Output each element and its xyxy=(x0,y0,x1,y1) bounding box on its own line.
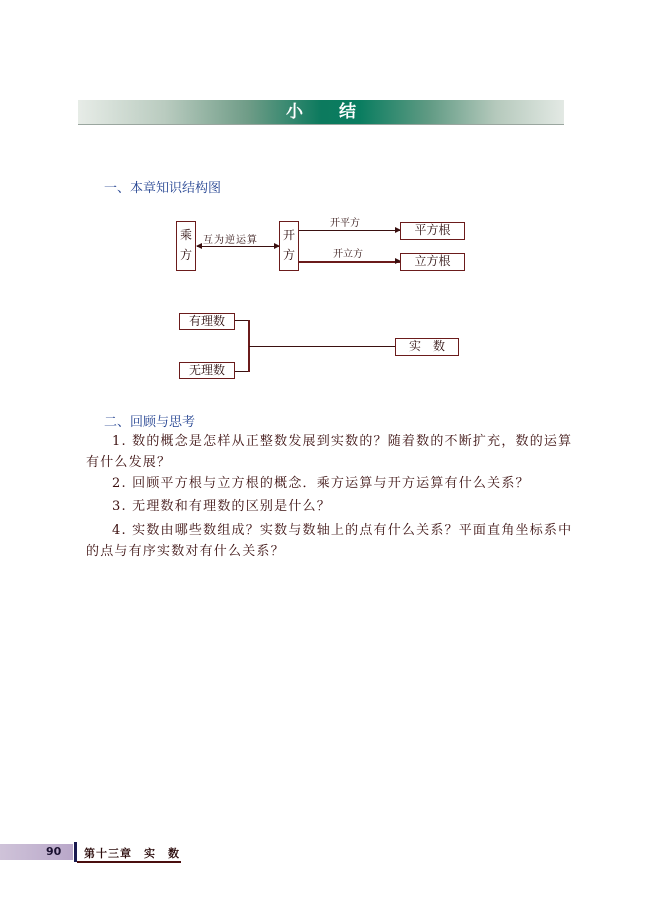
question-1 xyxy=(86,431,574,473)
box-root-char-2: 方 xyxy=(282,248,295,262)
summary-banner xyxy=(78,100,564,124)
section-heading-structure: 一、本章知识结构图 xyxy=(104,181,222,196)
arrow-label-square-root: 开平方 xyxy=(330,218,360,229)
question-4-text: 4. 实数由哪些数组成？实数与数轴上的点有什么关系？平面直角坐标系中的点与有序实数对有什么关系？ xyxy=(86,523,573,559)
box-square-root: 平方根 xyxy=(400,222,465,240)
relation-label: 互为逆运算 xyxy=(203,235,258,246)
arrow-to-square-root xyxy=(299,230,400,231)
question-3 xyxy=(86,496,574,517)
box-power xyxy=(176,221,196,271)
banner-title: 小结 xyxy=(286,102,392,122)
box-power-char-2: 方 xyxy=(179,248,192,262)
chapter-label: 第十三章 实 数 xyxy=(84,847,180,860)
box-irrational: 无理数 xyxy=(179,362,235,379)
page-number: 90 xyxy=(46,845,62,858)
box-rational: 有理数 xyxy=(179,313,235,330)
question-2-text: 2. 回顾平方根与立方根的概念．乘方运算与开方运算有什么关系？ xyxy=(112,476,530,491)
question-1-text: 1. 数的概念是怎样从正整数发展到实数的？随着数的不断扩充，数的运算有什么发展？ xyxy=(86,434,573,470)
connector-line xyxy=(249,346,395,347)
bracket-bottom xyxy=(235,371,249,372)
box-cube-root: 立方根 xyxy=(400,253,465,271)
bracket-top xyxy=(235,320,249,321)
arrow-label-cube-root: 开立方 xyxy=(333,249,363,260)
bidirectional-arrow xyxy=(197,246,279,247)
box-root-extraction xyxy=(279,221,299,271)
box-real-numbers: 实 数 xyxy=(395,338,459,356)
footer-bar xyxy=(0,844,73,860)
footer-underline xyxy=(77,861,181,863)
box-root-char-1: 开 xyxy=(282,228,295,242)
section-heading-review: 二、回顾与思考 xyxy=(104,415,196,430)
question-3-text: 3. 无理数和有理数的区别是什么？ xyxy=(112,499,331,514)
arrow-to-cube-root xyxy=(299,261,400,263)
question-2 xyxy=(86,473,574,494)
question-4 xyxy=(86,520,574,562)
box-power-char-1: 乘 xyxy=(179,228,192,242)
footer-separator xyxy=(74,842,77,862)
